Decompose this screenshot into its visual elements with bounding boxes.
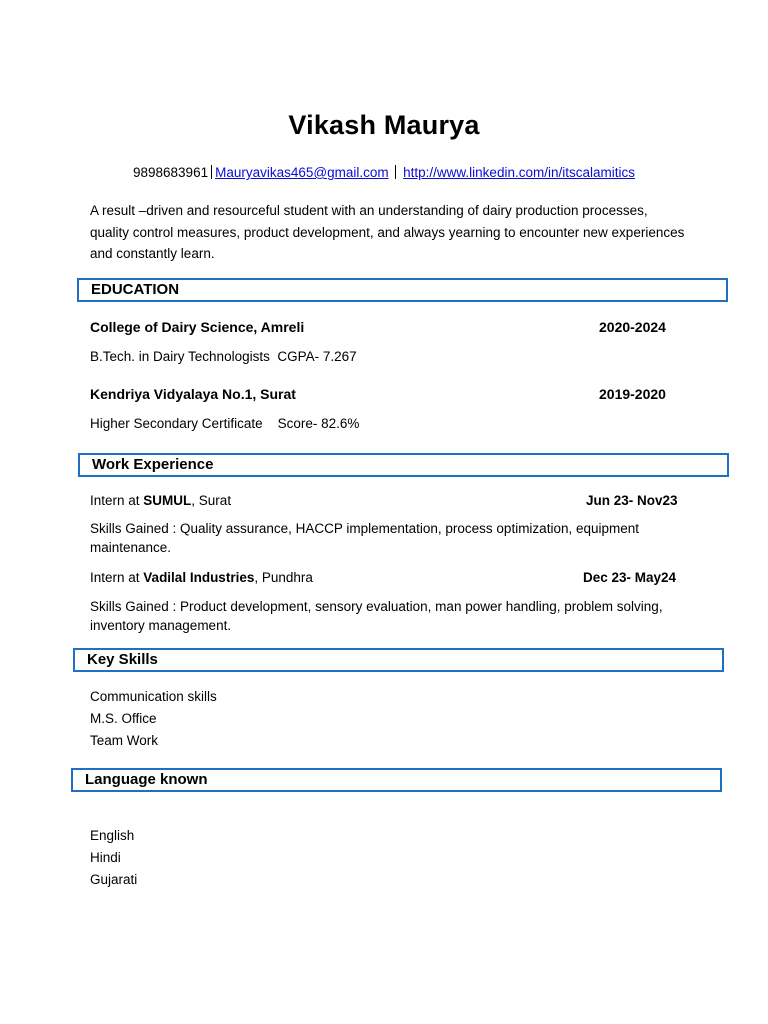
education-years: 2020-2024 [599, 319, 666, 335]
job-dates: Dec 23- May24 [583, 570, 677, 585]
separator [211, 165, 212, 179]
education-detail: B.Tech. in Dairy Technologists CGPA- 7.267 [90, 349, 357, 364]
job-location: , Surat [191, 493, 232, 508]
email-link[interactable]: Mauryavikas465@gmail.com [215, 165, 389, 180]
profile-summary: A result –driven and resourceful student with an understanding of dairy production processes, quality control measures, product development, and always yearning to encounter new experiences and constantly learn. [90, 203, 685, 261]
job-prefix: Intern at [90, 493, 144, 508]
education-institution: Kendriya Vidyalaya No.1, Surat [90, 386, 296, 402]
language-known-heading-text: Language known [85, 771, 208, 788]
language-item: Hindi [90, 850, 121, 865]
key-skills-heading [73, 648, 724, 672]
job-skills: Skills Gained : Quality assurance, HACCP implementation, process optimization, equipment maintenance. [90, 521, 640, 555]
job-title-line [90, 570, 313, 585]
key-skills-heading-text: Key Skills [87, 651, 158, 668]
skill-item: Communication skills [90, 689, 217, 704]
separator [395, 165, 396, 179]
skill-item: Team Work [90, 733, 159, 748]
education-heading [77, 278, 728, 302]
company-name: Vadilal Industries [143, 570, 255, 585]
language-item: English [90, 828, 135, 843]
company-name: SUMUL [143, 493, 192, 508]
job-title-line [90, 493, 231, 508]
contact-line [0, 165, 768, 180]
education-institution: College of Dairy Science, Amreli [90, 319, 305, 335]
language-known-heading [71, 768, 722, 792]
work-experience-heading [78, 453, 729, 477]
job-dates: Jun 23- Nov23 [586, 493, 678, 508]
job-location: , Pundhra [254, 570, 313, 585]
candidate-name: Vikash Maurya [288, 110, 480, 140]
skill-item: M.S. Office [90, 711, 157, 726]
work-experience-heading-text: Work Experience [92, 456, 214, 473]
job-prefix: Intern at [90, 570, 144, 585]
language-item: Gujarati [90, 872, 138, 887]
education-heading-text: EDUCATION [91, 281, 180, 298]
education-years: 2019-2020 [599, 386, 666, 402]
linkedin-link[interactable]: http://www.linkedin.com/in/itscalamitics [403, 165, 635, 180]
education-detail: Higher Secondary Certificate Score- 82.6% [90, 416, 360, 431]
job-skills: Skills Gained : Product development, sensory evaluation, man power handling, problem solving, inventory management. [90, 599, 663, 633]
phone-number: 9898683961 [133, 165, 209, 180]
